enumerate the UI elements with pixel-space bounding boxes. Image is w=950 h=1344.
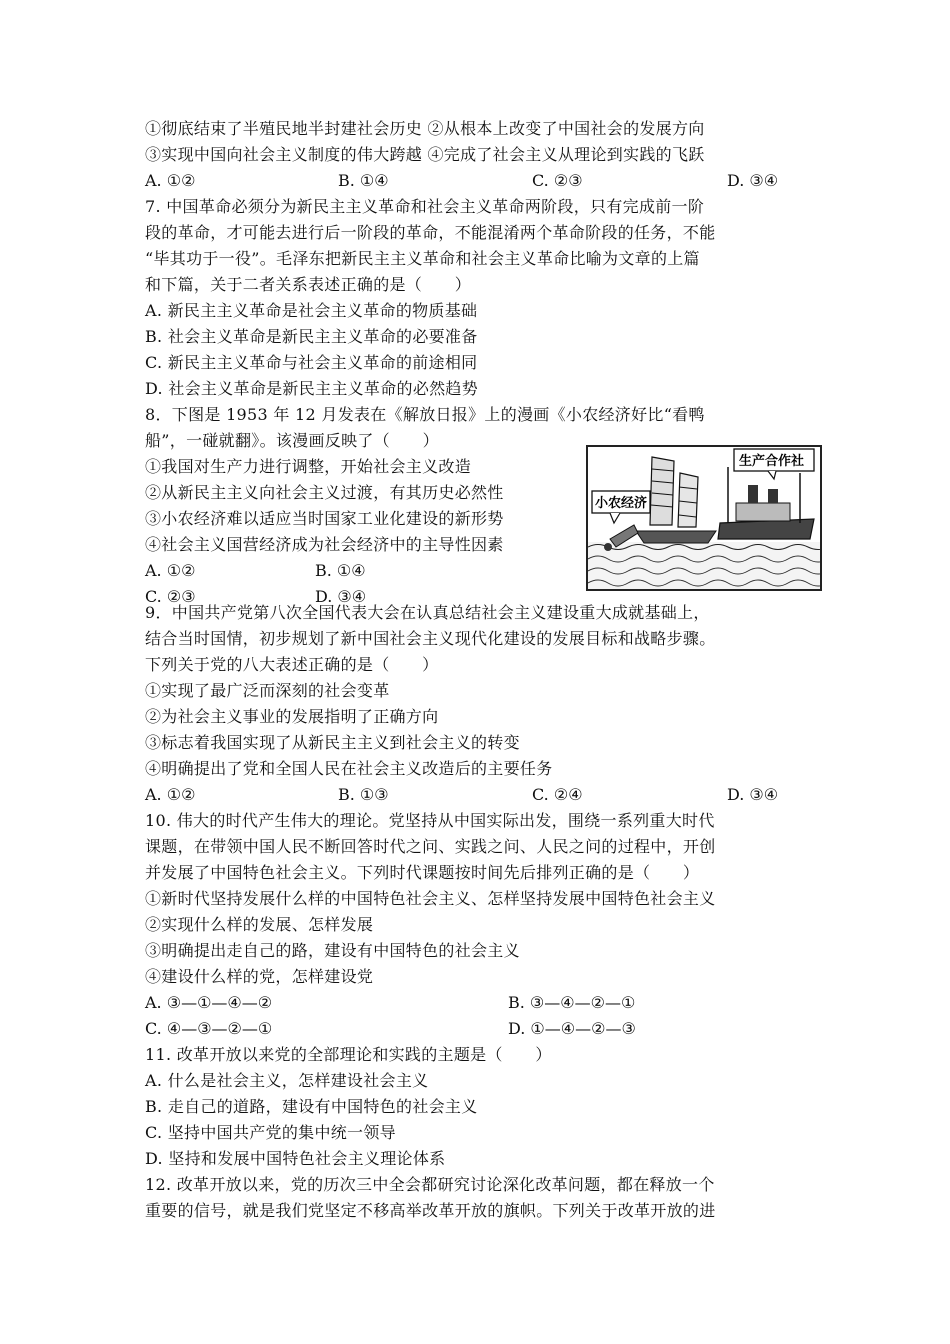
cartoon-label-cooperative: 生产合作社 — [739, 454, 805, 469]
q9-statement-1: ①实现了最广泛而深刻的社会变革 — [145, 681, 390, 700]
q7-stem-line-2: 段的革命，才可能去进行后一阶段的革命，不能混淆两个革命阶段的任务，不能 — [145, 223, 716, 242]
q9-statement-4: ④明确提出了党和全国人民在社会主义改造后的主要任务 — [145, 759, 553, 778]
q10-statement-3: ③明确提出走自己的路，建设有中国特色的社会主义 — [145, 941, 520, 960]
q9-option-b: B. ①③ — [338, 785, 389, 804]
q8-stem-line-2: 船”，一碰就翻》。该漫画反映了（ ） — [145, 431, 439, 450]
q6-option-b: B. ①④ — [338, 171, 389, 190]
q7-option-b: B. 社会主义革命是新民主主义革命的必要准备 — [145, 327, 478, 346]
q10-option-a: A. ③—①—④—② — [145, 993, 273, 1012]
q6-option-d: D. ③④ — [727, 171, 779, 190]
q10-statement-1: ①新时代坚持发展什么样的中国特色社会主义、怎样坚持发展中国特色社会主义 — [145, 889, 716, 908]
q9-option-d: D. ③④ — [727, 785, 779, 804]
q12-stem-line-1: 12. 改革开放以来，党的历次三中全会都研究讨论深化改革问题，都在释放一个 — [145, 1175, 715, 1194]
q6-statements-1: ①彻底结束了半殖民地半封建社会历史 ②从根本上改变了中国社会的发展方向 — [145, 119, 705, 138]
q8-statement-2: ②从新民主主义向社会主义过渡，有其历史必然性 — [145, 483, 504, 502]
q9-stem-line-2: 结合当时国情，初步规划了新中国社会主义现代化建设的发展目标和战略步骤。 — [145, 629, 716, 648]
q11-option-c: C. 坚持中国共产党的集中统一领导 — [145, 1123, 396, 1142]
cartoon-label-small-farm: 小农经济 — [595, 496, 648, 511]
q8-stem-line-1: 8．下图是 1953 年 12 月发表在《解放日报》上的漫画《小农经济好比“看鸭 — [145, 405, 705, 424]
q10-stem-line-2: 课题，在带领中国人民不断回答时代之问、实践之问、人民之问的过程中，开创 — [145, 837, 716, 856]
q10-statement-2: ②实现什么样的发展、怎样发展 — [145, 915, 374, 934]
q8-statement-1: ①我国对生产力进行调整，开始社会主义改造 — [145, 457, 472, 476]
steamship — [718, 467, 814, 539]
cartoon-image — [586, 445, 822, 591]
q8-option-c: C. ②③ — [145, 587, 196, 606]
q9-stem-line-3: 下列关于党的八大表述正确的是（ ） — [145, 655, 439, 674]
q10-stem-line-3: 并发展了中国特色社会主义。下列时代课题按时间先后排列正确的是（ ） — [145, 863, 700, 882]
q11-option-b: B. 走自己的道路，建设有中国特色的社会主义 — [145, 1097, 478, 1116]
q10-option-c: C. ④—③—②—① — [145, 1019, 273, 1038]
q6-option-c: C. ②③ — [532, 171, 583, 190]
q8-statement-4: ④社会主义国营经济成为社会经济中的主导性因素 — [145, 535, 504, 554]
q6-statements-2: ③实现中国向社会主义制度的伟大跨越 ④完成了社会主义从理论到实践的飞跃 — [145, 145, 705, 164]
q9-statement-2: ②为社会主义事业的发展指明了正确方向 — [145, 707, 439, 726]
q8-statement-3: ③小农经济难以适应当时国家工业化建设的新形势 — [145, 509, 504, 528]
q10-statement-4: ④建设什么样的党，怎样建设党 — [145, 967, 374, 986]
q11-option-a: A. 什么是社会主义，怎样建设社会主义 — [145, 1071, 429, 1090]
q10-stem-line-1: 10. 伟大的时代产生伟大的理论。党坚持从中国实际出发，围绕一系列重大时代 — [145, 811, 715, 830]
q6-option-a: A. ①② — [145, 171, 196, 190]
q7-stem-line-4: 和下篇，关于二者关系表述正确的是（ ） — [145, 275, 472, 294]
q12-stem-line-2: 重要的信号，就是我们党坚定不移高举改革开放的旗帜。下列关于改革开放的进 — [145, 1201, 716, 1220]
q9-statement-3: ③标志着我国实现了从新民主主义到社会主义的转变 — [145, 733, 520, 752]
q8-option-b: B. ①④ — [315, 561, 366, 580]
q7-option-c: C. 新民主主义革命与社会主义革命的前途相同 — [145, 353, 478, 372]
q8-option-d: D. ③④ — [315, 587, 367, 606]
q7-stem-line-3: “毕其功于一役”。毛泽东把新民主主义革命和社会主义革命比喻为文章的上篇 — [145, 249, 700, 268]
q11-option-d: D. 坚持和发展中国特色社会主义理论体系 — [145, 1149, 446, 1168]
q7-option-a: A. 新民主主义革命是社会主义革命的物质基础 — [145, 301, 478, 320]
q10-option-d: D. ①—④—②—③ — [508, 1019, 636, 1038]
q7-option-d: D. 社会主义革命是新民主主义革命的必然趋势 — [145, 379, 479, 398]
q9-option-a: A. ①② — [145, 785, 196, 804]
q10-option-b: B. ③—④—②—① — [508, 993, 636, 1012]
q11-stem: 11. 改革开放以来党的全部理论和实践的主题是（ ） — [145, 1045, 552, 1064]
q7-stem-line-1: 7. 中国革命必须分为新民主主义革命和社会主义革命两阶段，只有完成前一阶 — [145, 197, 705, 216]
q9-option-c: C. ②④ — [532, 785, 583, 804]
q9-stem-line-1: 9．中国共产党第八次全国代表大会在认真总结社会主义建设重大成就基础上， — [145, 603, 710, 622]
q8-option-a: A. ①② — [145, 561, 196, 580]
